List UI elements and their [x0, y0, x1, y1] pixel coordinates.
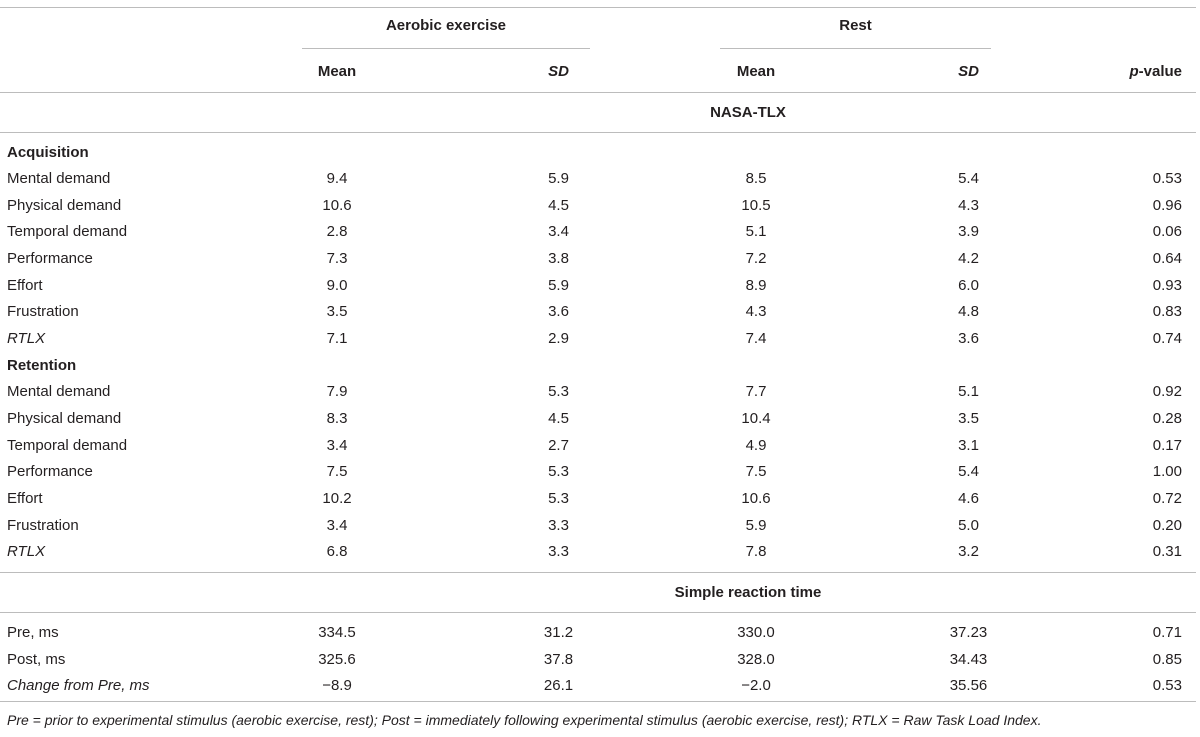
cell-sd-aerobic: 5.9	[548, 170, 569, 187]
cell-p-value: 0.53	[1152, 677, 1182, 694]
row-label: RTLX	[7, 330, 46, 347]
cell-sd-aerobic: 5.9	[548, 277, 569, 294]
nasa-tlx-rule	[0, 132, 1196, 133]
cell-mean-rest: 8.5	[745, 170, 767, 187]
row-label: Physical demand	[7, 197, 122, 214]
cell-mean-aerobic: 7.9	[326, 383, 348, 400]
cell-sd-aerobic: 5.3	[548, 490, 569, 507]
cell-mean-rest: 10.6	[741, 490, 771, 507]
p-suffix: -value	[1138, 63, 1182, 80]
cell-p-value: 0.71	[1152, 624, 1182, 641]
cell-p-value: 0.72	[1152, 490, 1182, 507]
row-label: Mental demand	[7, 383, 111, 400]
cell-sd-aerobic: 37.8	[543, 651, 574, 668]
top-rule	[0, 7, 1196, 8]
group-header-aerobic: Aerobic exercise	[385, 17, 507, 34]
cell-sd-aerobic: 2.9	[548, 330, 569, 347]
cell-mean-rest: 4.3	[745, 303, 767, 320]
row-label: RTLX	[7, 543, 46, 560]
cell-sd-aerobic: 3.6	[548, 303, 569, 320]
cell-p-value: 0.92	[1152, 383, 1182, 400]
row-label: Post, ms	[7, 651, 66, 668]
cell-sd-rest: 4.2	[958, 250, 979, 267]
cell-mean-aerobic: 3.4	[326, 437, 348, 454]
row-label: Frustration	[7, 303, 79, 320]
table-bottom-rule	[0, 701, 1196, 702]
cell-p-value: 0.53	[1152, 170, 1182, 187]
cell-sd-rest: 3.1	[958, 437, 979, 454]
cell-sd-aerobic: 4.5	[548, 410, 569, 427]
cell-sd-aerobic: 31.2	[543, 624, 574, 641]
col-header-p-value	[1129, 63, 1182, 81]
subsection-label-acquisition: Acquisition	[7, 144, 89, 161]
cell-sd-rest: 5.1	[958, 383, 979, 400]
row-label: Temporal demand	[7, 223, 128, 240]
cell-sd-rest: 37.23	[949, 624, 988, 641]
section-title-reaction-time: Simple reaction time	[674, 584, 822, 601]
row-label: Temporal demand	[7, 437, 128, 454]
cell-sd-rest: 3.6	[958, 330, 979, 347]
cell-mean-rest: 7.7	[745, 383, 767, 400]
cell-mean-rest: 10.5	[741, 197, 771, 214]
cell-p-value: 0.64	[1152, 250, 1182, 267]
row-label: Mental demand	[7, 170, 111, 187]
cell-mean-aerobic: 2.8	[326, 223, 348, 240]
cell-mean-aerobic: 9.4	[326, 170, 348, 187]
cell-sd-aerobic: 5.3	[548, 383, 569, 400]
col-header-sd-aerobic: SD	[548, 63, 569, 80]
header-bottom-rule	[0, 92, 1196, 93]
cell-p-value: 0.28	[1152, 410, 1182, 427]
cell-sd-rest: 4.6	[958, 490, 979, 507]
cell-sd-rest: 5.4	[958, 170, 979, 187]
cell-mean-rest: 7.8	[745, 543, 767, 560]
cell-sd-rest: 5.4	[958, 463, 979, 480]
nasa-tlx-end-rule	[0, 572, 1196, 573]
group-header-rest: Rest	[839, 17, 872, 34]
aerobic-group-rule	[302, 48, 590, 49]
cell-p-value: 0.85	[1152, 651, 1182, 668]
cell-sd-aerobic: 3.8	[548, 250, 569, 267]
row-label: Frustration	[7, 517, 79, 534]
row-label: Performance	[7, 463, 93, 480]
cell-mean-rest: 5.9	[745, 517, 767, 534]
cell-p-value: 0.17	[1152, 437, 1182, 454]
cell-p-value: 0.93	[1152, 277, 1182, 294]
cell-mean-aerobic: 3.4	[326, 517, 348, 534]
cell-mean-rest: 10.4	[741, 410, 771, 427]
cell-mean-aerobic: 325.6	[318, 651, 356, 668]
cell-sd-rest: 4.8	[958, 303, 979, 320]
cell-mean-rest: 5.1	[745, 223, 767, 240]
row-label: Effort	[7, 490, 43, 507]
cell-mean-rest: −2.0	[741, 677, 771, 694]
cell-sd-aerobic: 3.4	[548, 223, 569, 240]
cell-mean-aerobic: 7.5	[326, 463, 348, 480]
cell-p-value: 0.74	[1152, 330, 1182, 347]
cell-mean-aerobic: 10.2	[322, 490, 352, 507]
cell-sd-rest: 3.5	[958, 410, 979, 427]
cell-mean-aerobic: 3.5	[326, 303, 348, 320]
col-header-mean-aerobic: Mean	[317, 63, 357, 80]
cell-sd-rest: 5.0	[958, 517, 979, 534]
cell-mean-rest: 330.0	[737, 624, 775, 641]
cell-mean-aerobic: 9.0	[326, 277, 348, 294]
cell-sd-aerobic: 3.3	[548, 517, 569, 534]
p-letter: p	[1129, 63, 1139, 80]
cell-sd-aerobic: 4.5	[548, 197, 569, 214]
cell-sd-aerobic: 3.3	[548, 543, 569, 560]
cell-sd-rest: 3.2	[958, 543, 979, 560]
cell-p-value: 0.31	[1152, 543, 1182, 560]
cell-p-value: 0.06	[1152, 223, 1182, 240]
cell-mean-rest: 328.0	[737, 651, 775, 668]
cell-mean-rest: 4.9	[745, 437, 767, 454]
cell-mean-aerobic: −8.9	[322, 677, 352, 694]
cell-p-value: 0.20	[1152, 517, 1182, 534]
cell-p-value: 1.00	[1152, 463, 1182, 480]
cell-sd-rest: 4.3	[958, 197, 979, 214]
cell-sd-aerobic: 26.1	[543, 677, 574, 694]
cell-mean-rest: 7.5	[745, 463, 767, 480]
cell-mean-aerobic: 334.5	[318, 624, 356, 641]
cell-mean-aerobic: 6.8	[326, 543, 348, 560]
cell-sd-rest: 35.56	[949, 677, 988, 694]
cell-mean-aerobic: 8.3	[326, 410, 348, 427]
cell-mean-aerobic: 10.6	[322, 197, 352, 214]
cell-mean-rest: 7.4	[745, 330, 767, 347]
table-footnote: Pre = prior to experimental stimulus (aerobic exercise, rest); Post = immediately following experimental stimulus (aerobic exercise, rest); RTLX = Raw Task Load Index.	[7, 712, 1042, 728]
cell-sd-rest: 34.43	[949, 651, 988, 668]
cell-sd-rest: 3.9	[958, 223, 979, 240]
cell-mean-rest: 8.9	[745, 277, 767, 294]
subsection-label-retention: Retention	[7, 357, 77, 374]
cell-p-value: 0.96	[1152, 197, 1182, 214]
cell-sd-aerobic: 2.7	[548, 437, 569, 454]
cell-sd-aerobic: 5.3	[548, 463, 569, 480]
row-label: Change from Pre, ms	[7, 677, 150, 694]
cell-mean-rest: 7.2	[745, 250, 767, 267]
col-header-sd-rest: SD	[958, 63, 979, 80]
cell-p-value: 0.83	[1152, 303, 1182, 320]
reaction-time-rule	[0, 612, 1196, 613]
row-label: Performance	[7, 250, 93, 267]
cell-mean-aerobic: 7.3	[326, 250, 348, 267]
col-header-mean-rest: Mean	[736, 63, 776, 80]
row-label: Effort	[7, 277, 43, 294]
cell-mean-aerobic: 7.1	[326, 330, 348, 347]
row-label: Pre, ms	[7, 624, 59, 641]
section-title-nasa-tlx: NASA-TLX	[710, 104, 786, 121]
rest-group-rule	[720, 48, 991, 49]
row-label: Physical demand	[7, 410, 122, 427]
cell-sd-rest: 6.0	[958, 277, 979, 294]
